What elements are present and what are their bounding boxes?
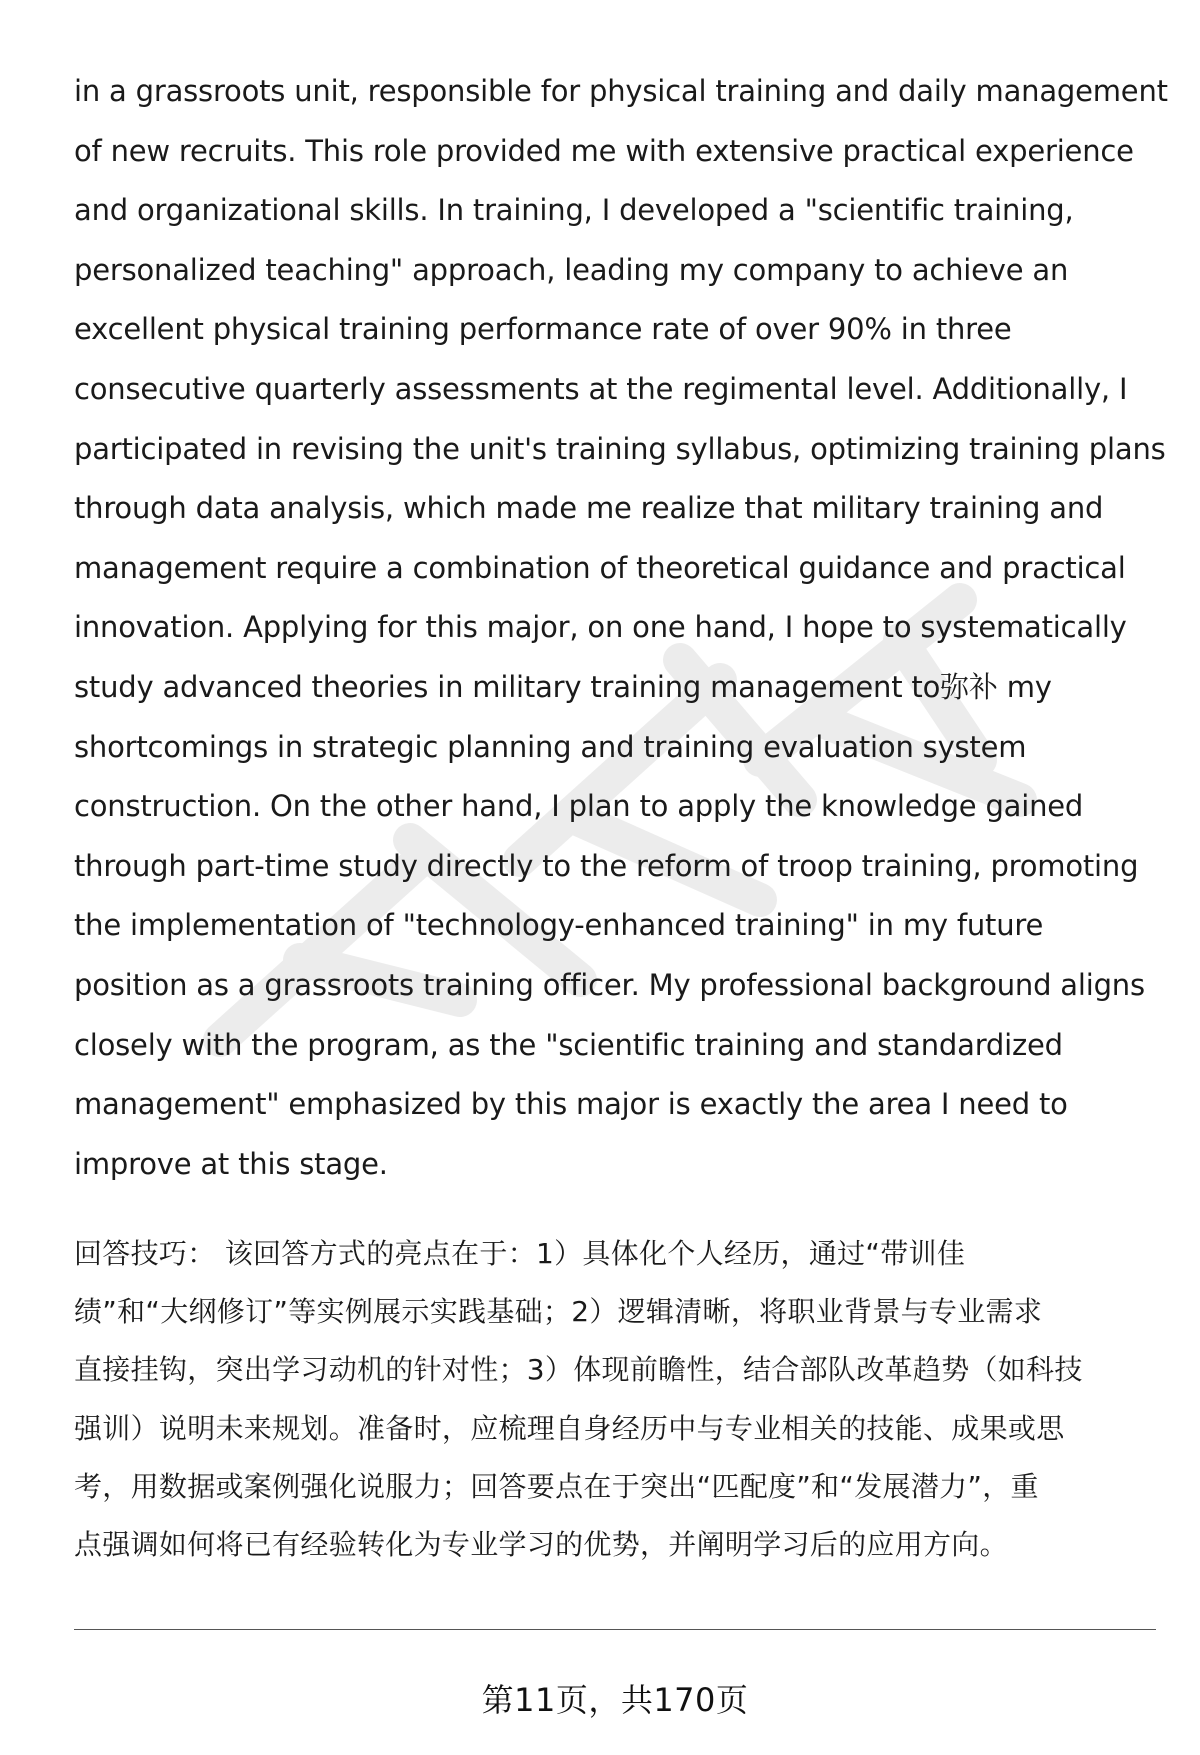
body-line: innovation. Applying for this major, on one hand, I hope to systematically: [74, 610, 1127, 645]
tips-line: 回答技巧： 该回答方式的亮点在于：1）具体化个人经历，通过“带训佳: [74, 1237, 966, 1270]
body-line: and organizational skills. In training, I developed a "scientific training,: [74, 193, 1074, 228]
tips-line: 绩”和“大纲修订”等实例展示实践基础；2）逻辑清晰，将职业背景与专业需求: [74, 1295, 1043, 1329]
tips-line: 点强调如何将已有经验转化为专业学习的优势，并阐明学习后的应用方向。: [74, 1528, 1008, 1562]
body-line: study advanced theories in military training management to弥补 my: [74, 669, 1052, 704]
content-area: [74, 62, 1168, 1562]
page-number: 第11页，共170页: [481, 1681, 749, 1719]
answer-paragraph: [74, 62, 1168, 1194]
body-line: personalized teaching" approach, leading my company to achieve an: [74, 252, 1069, 287]
body-line: participated in revising the unit's training syllabus, optimizing training plans: [74, 431, 1166, 466]
body-line: improve at this stage.: [74, 1146, 388, 1181]
body-line: position as a grassroots training officer. My professional background aligns: [74, 967, 1145, 1002]
body-line: management require a combination of theoretical guidance and practical: [74, 550, 1126, 585]
body-line: through data analysis, which made me realize that military training and: [74, 491, 1104, 526]
body-line: shortcomings in strategic planning and training evaluation system: [74, 729, 1027, 764]
body-line: consecutive quarterly assessments at the regimental level. Additionally, I: [74, 371, 1128, 406]
tips-line: 强训）说明未来规划。准备时，应梳理自身经历中与专业相关的技能、成果或思: [74, 1411, 1065, 1445]
body-line: closely with the program, as the "scientific training and standardized: [74, 1027, 1063, 1062]
body-line: construction. On the other hand, I plan to apply the knowledge gained: [74, 789, 1084, 824]
body-line: excellent physical training performance rate of over 90% in three: [74, 312, 1012, 347]
body-line: through part-time study directly to the reform of troop training, promoting: [74, 848, 1139, 883]
body-line: of new recruits. This role provided me with extensive practical experience: [74, 133, 1134, 168]
footer-divider: [74, 1629, 1156, 1630]
body-line: the implementation of "technology-enhanced training" in my future: [74, 908, 1044, 943]
body-line: management" emphasized by this major is exactly the area I need to: [74, 1087, 1068, 1122]
body-line: in a grassroots unit, responsible for physical training and daily management: [74, 74, 1168, 108]
answer-tips-paragraph: [74, 1225, 1154, 1574]
tips-line: 直接挂钩，突出学习动机的针对性；3）体现前瞻性，结合部队改革趋势（如科技: [74, 1353, 1083, 1387]
tips-line: 考，用数据或案例强化说服力；回答要点在于突出“匹配度”和“发展潜力”，重: [74, 1469, 1039, 1503]
